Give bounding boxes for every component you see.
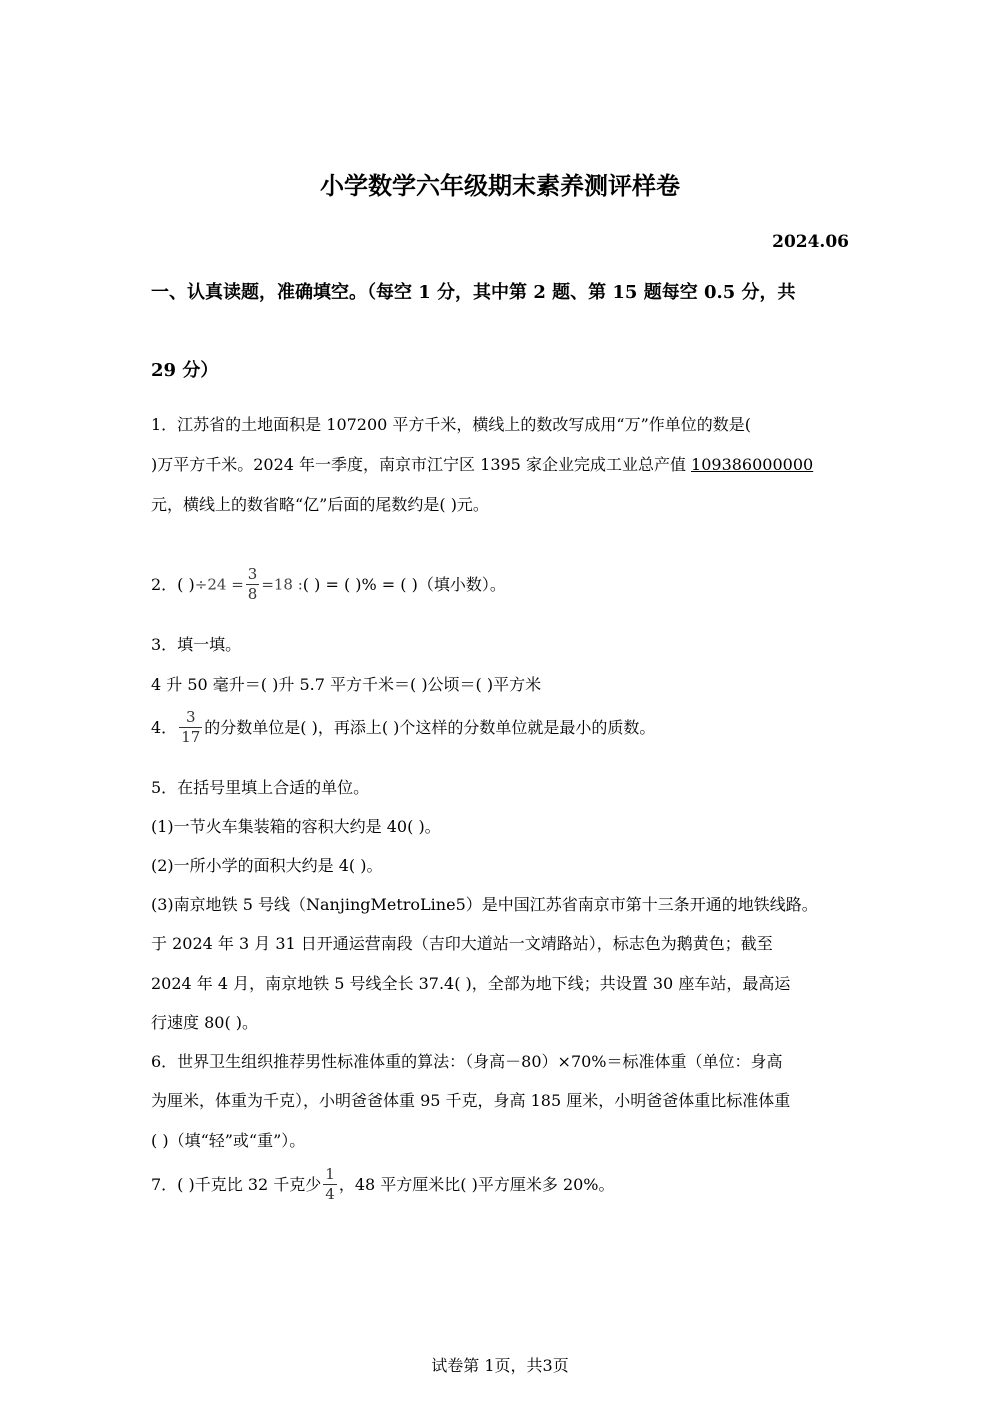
q4 [151, 710, 655, 745]
q5-line7: 行速度 80( )。 [151, 1013, 259, 1032]
q7-suffix: ，48 平方厘米比( )平方厘米多 20%。 [338, 1174, 615, 1194]
exam-date: 2024.06 [772, 232, 849, 252]
q4-suffix: 的分数单位是( )，再添上( )个这样的分数单位就是最小的质数。 [204, 717, 656, 737]
section-heading-line2: 29 分） [151, 360, 219, 381]
page-title: 小学数学六年级期末素养测评样卷 [320, 171, 680, 200]
q4-fraction [179, 710, 202, 745]
q2-fraction-numerator: 3 [247, 565, 258, 583]
q1-underlined-number: 109386000000 [691, 455, 814, 474]
q7-fraction-numerator: 1 [325, 1165, 335, 1183]
q5-line1: 5．在括号里填上合适的单位。 [151, 778, 370, 797]
q7-fraction [323, 1167, 337, 1202]
q3-line2: 4 升 50 毫升＝( )升 5.7 平方千米＝( )公顷＝( )平方米 [151, 675, 542, 694]
q7 [151, 1167, 615, 1202]
q4-prefix: 4． [151, 717, 178, 737]
q6-line1: 6．世界卫生组织推荐男性标准体重的算法：（身高－80）×70%＝标准体重（单位：身高 [151, 1052, 783, 1071]
q3-line1: 3．填一填。 [151, 635, 242, 654]
q1-line3: 元，横线上的数省略“亿”后面的尾数约是( )元。 [151, 495, 489, 514]
q4-fraction-denominator: 17 [181, 728, 201, 746]
q5-line6: 2024 年 4 月，南京地铁 5 号线全长 37.4( )，全部为地下线；共设置 30 座车站，最高运 [151, 974, 791, 993]
q7-prefix: 7．( )千克比 32 千克少 [151, 1174, 322, 1194]
q2-fraction-denominator: 8 [247, 585, 258, 603]
q1-line2 [151, 457, 813, 473]
section-heading-line1: 一、认真读题，准确填空。（每空 1 分，其中第 2 题、第 15 题每空 0.5 分，共 [151, 282, 796, 303]
q6-line3: ( )（填“轻”或“重”）。 [151, 1131, 306, 1150]
q2 [151, 567, 506, 602]
q4-fraction-numerator: 3 [185, 708, 196, 726]
q5-line4: (3)南京地铁 5 号线（NanjingMetroLine5）是中国江苏省南京市第十三条开通的地铁线路。 [151, 895, 818, 914]
q5-line5: 于 2024 年 3 月 31 日开通运营南段（吉印大道站一文靖路站），标志色为鹅黄色；截至 [151, 934, 773, 953]
q2-prefix: 2．( ) [151, 574, 195, 594]
q5-line2: (1)一节火车集装箱的容积大约是 40( )。 [151, 817, 441, 836]
q1-line1: 1．江苏省的土地面积是 107200 平方千米，横线上的数改写成用“万”作单位的数是( [151, 415, 752, 434]
q2-expr-pre: ÷24 = [194, 575, 244, 594]
q5-line3: (2)一所小学的面积大约是 4( )。 [151, 856, 383, 875]
page-footer: 试卷第 1页，共3页 [431, 1356, 569, 1375]
q2-fraction [246, 567, 260, 602]
q2-suffix: ( ) = ( )% = ( )（填小数）。 [302, 574, 506, 594]
q2-expr-post: =18 : [261, 575, 303, 594]
q7-fraction-denominator: 4 [325, 1185, 335, 1203]
q1-line2-text: )万平方千米。2024 年一季度，南京市江宁区 1395 家企业完成工业总产值 [151, 455, 692, 474]
q6-line2: 为厘米，体重为千克），小明爸爸体重 95 千克，身高 185 厘米，小明爸爸体重比标准体重 [151, 1091, 791, 1110]
